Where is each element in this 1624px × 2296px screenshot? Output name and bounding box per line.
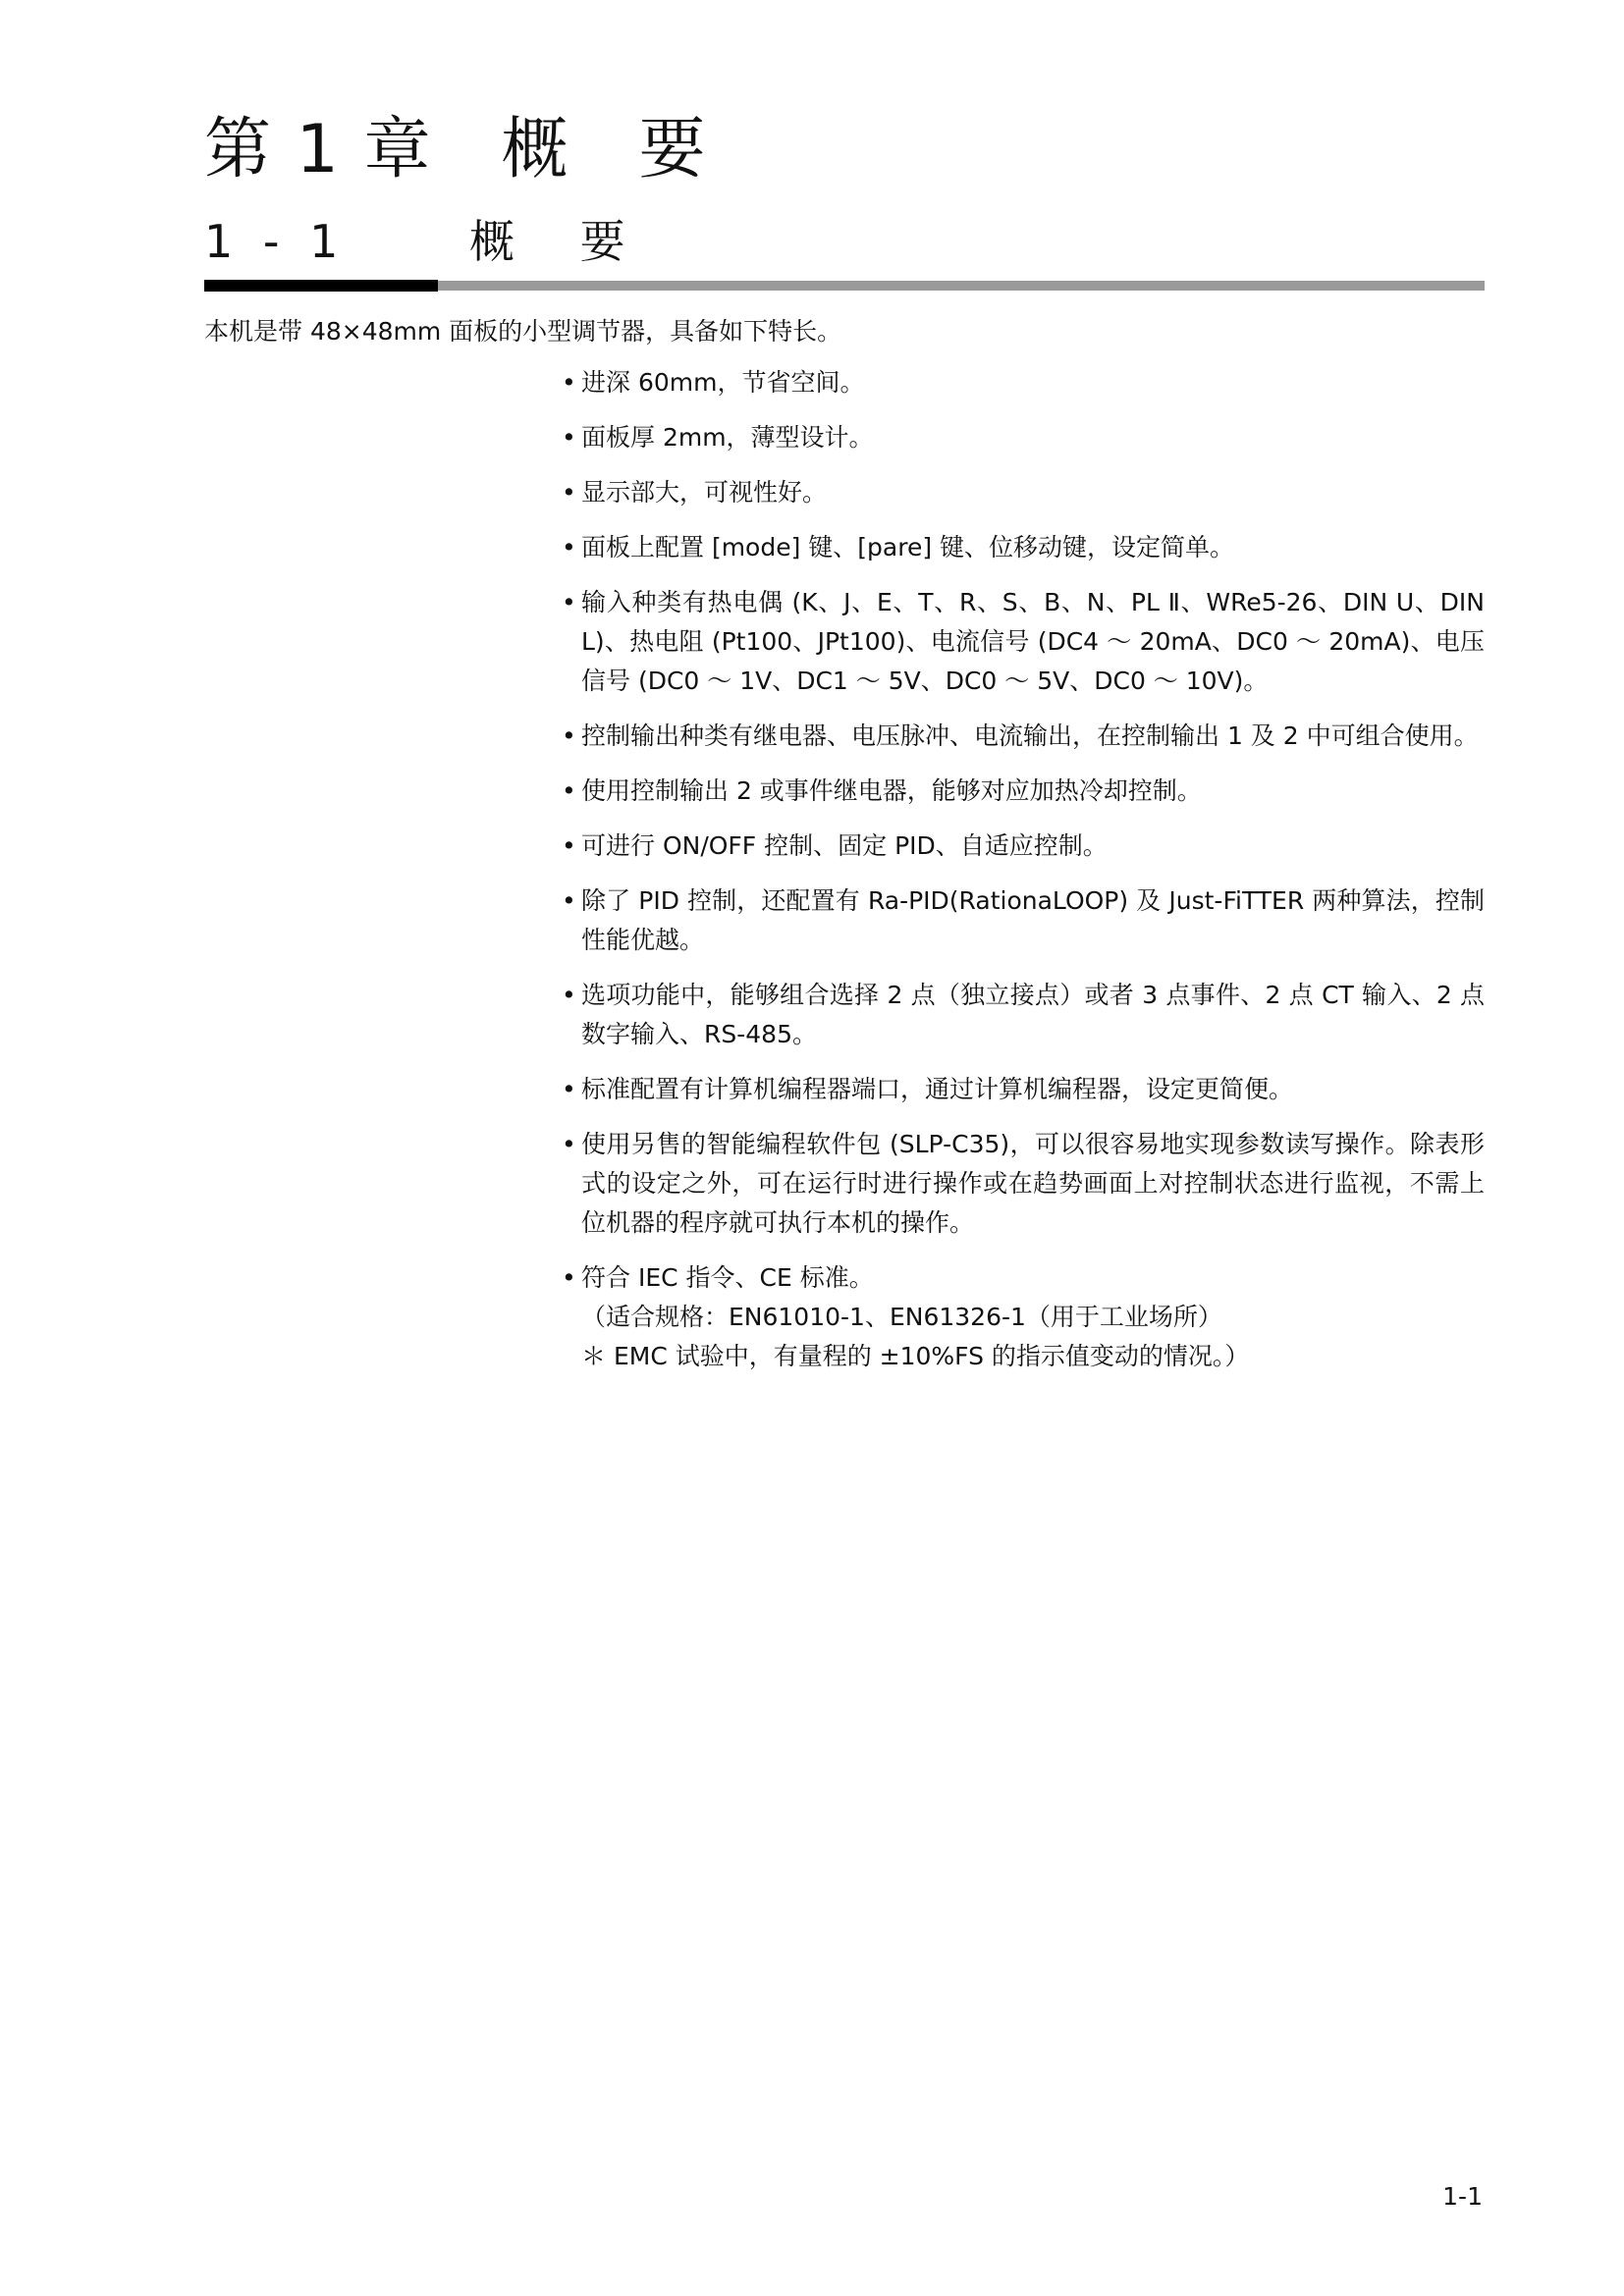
- section-number: 1 - 1: [204, 215, 347, 268]
- feature-text: 选项功能中，能够组合选择 2 点（独立接点）或者 3 点事件、2 点 CT 输入、2 点数字输入、RS-485。: [581, 981, 1485, 1048]
- list-item: [562, 827, 1485, 866]
- heading-rule-gray: [438, 281, 1485, 291]
- bullet-icon: •: [562, 423, 576, 452]
- ce-standards-note: （适合规格：EN61010-1、EN61326-1（用于工业场所）: [581, 1303, 1222, 1331]
- list-item: [562, 976, 1485, 1054]
- feature-text: 输入种类有热电偶 (K、J、E、T、R、S、B、N、PL Ⅱ、WRe5-26、DIN U、DIN L)、热电阻 (Pt100、JPt100)、电流信号 (DC4 ～ 20mA、DC0 ～ 20mA)、电压信号 (DC0 ～ 1V、DC1 ～ 5V、DC0 ～ 5V、DC0 ～ 10V)。: [581, 588, 1485, 695]
- intro-paragraph: 本机是带 48×48mm 面板的小型调节器，具备如下特长。: [204, 317, 842, 346]
- feature-text: 显示部大，可视性好。: [581, 478, 828, 507]
- feature-text: 使用另售的智能编程软件包 (SLP-C35)，可以很容易地实现参数读写操作。除表形式的设定之外，可在运行时进行操作或在趋势画面上对控制状态进行监视，不需上位机器的程序就可执行本机的操作。: [581, 1130, 1485, 1237]
- feature-text: 进深 60mm，节省空间。: [581, 368, 865, 397]
- bullet-icon: •: [562, 776, 576, 805]
- emc-test-note: ＊ EMC 试验中，有量程的 ±10%FS 的指示值变动的情况。）: [581, 1342, 1250, 1370]
- list-item: [562, 1125, 1485, 1243]
- ce-compliance-text: 符合 IEC 指令、CE 标准。: [581, 1263, 874, 1292]
- list-item: [562, 363, 1485, 402]
- bullet-icon: •: [562, 1263, 576, 1292]
- list-item-ce-compliance: [562, 1258, 1485, 1376]
- list-item: [562, 583, 1485, 701]
- bullet-icon: •: [562, 588, 576, 616]
- heading-rule-black: [204, 280, 438, 292]
- bullet-icon: •: [562, 533, 576, 561]
- bullet-icon: •: [562, 1075, 576, 1103]
- page-number: 1-1: [1442, 2182, 1483, 2211]
- list-item: [562, 772, 1485, 811]
- section-title: 概 要: [469, 215, 651, 268]
- list-item: [562, 881, 1485, 960]
- list-item: [562, 473, 1485, 512]
- list-item: [562, 418, 1485, 457]
- feature-text: 除了 PID 控制，还配置有 Ra-PID(RationaLOOP) 及 Just-FiTTER 两种算法，控制性能优越。: [581, 886, 1485, 954]
- bullet-icon: •: [562, 721, 576, 750]
- bullet-icon: •: [562, 1130, 576, 1158]
- bullet-icon: •: [562, 981, 576, 1009]
- feature-text: 面板厚 2mm，薄型设计。: [581, 423, 874, 452]
- feature-text: 控制输出种类有继电器、电压脉冲、电流输出，在控制输出 1 及 2 中可组合使用。: [581, 721, 1479, 750]
- list-item: [562, 528, 1485, 567]
- list-item: [562, 717, 1485, 756]
- bullet-icon: •: [562, 368, 576, 397]
- feature-text: 标准配置有计算机编程器端口，通过计算机编程器，设定更简便。: [581, 1075, 1294, 1103]
- list-item: [562, 1070, 1485, 1109]
- feature-list: [562, 363, 1485, 1392]
- chapter-title: 第 1 章 概 要: [204, 111, 708, 188]
- bullet-icon: •: [562, 831, 576, 860]
- feature-text: 可进行 ON/OFF 控制、固定 PID、自适应控制。: [581, 831, 1108, 860]
- bullet-icon: •: [562, 478, 576, 507]
- feature-text: 面板上配置 [mode] 键、[pare] 键、位移动键，设定简单。: [581, 533, 1235, 561]
- feature-text: 使用控制输出 2 或事件继电器，能够对应加热冷却控制。: [581, 776, 1202, 805]
- bullet-icon: •: [562, 886, 576, 915]
